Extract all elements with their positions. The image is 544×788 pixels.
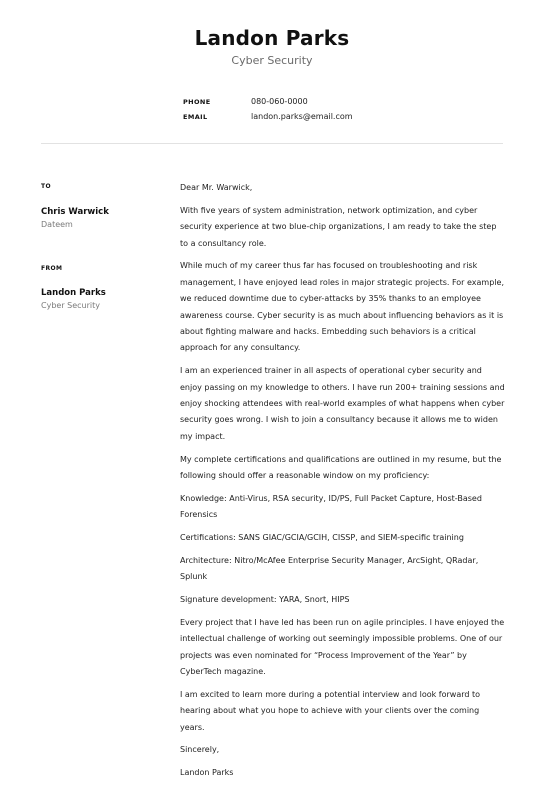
letter-body <box>180 180 506 788</box>
resume-header <box>0 26 544 67</box>
letter-paragraph: With five years of system administration, network optimization, and cyber security experience at two blue-chip organizations, I am ready to take the step to a consultancy role. <box>180 205 497 248</box>
sender-name: Landon Parks <box>41 288 106 298</box>
header-divider <box>41 143 503 144</box>
applicant-title: Cyber Security <box>231 54 313 67</box>
contact-info <box>183 94 353 124</box>
skills-line: Signature development: YARA, Snort, HIPS <box>180 595 350 605</box>
sender-block <box>41 265 151 310</box>
applicant-name: Landon Parks <box>194 26 350 50</box>
letter-greeting: Dear Mr. Warwick, <box>180 183 253 192</box>
email-row <box>183 109 353 124</box>
letter-closing: Sincerely, <box>180 745 220 755</box>
letter-paragraph: I am excited to learn more during a potential interview and look forward to hearing about what you hope to achieve with your clients over the coming years. <box>180 689 481 732</box>
skills-line: Knowledge: Anti-Virus, RSA security, ID/PS, Full Packet Capture, Host-Based Forensics <box>180 493 482 520</box>
phone-row <box>183 94 353 109</box>
recipient-name: Chris Warwick <box>41 207 109 217</box>
email-label: EMAIL <box>183 112 208 121</box>
from-label: FROM <box>41 265 63 272</box>
letter-paragraph: While much of my career thus far has focused on troubleshooting and risk management, I have enjoyed lead roles in major strategic projects. For example, we reduced downtime due to cyber-attacks by 35% thanks to an employee awareness course. Cyber security is as much about influencing behaviors as it is about fighting malware and hacks. Embedding such behaviors is a critical approach for any consultancy. <box>180 261 504 353</box>
to-label: TO <box>41 183 51 190</box>
sender-title: Cyber Security <box>41 301 101 310</box>
letter-paragraph: I am an experienced trainer in all aspects of operational cyber security and enjoy passing on my knowledge to others. I have run 200+ training sessions and enjoy shocking attendees with real-world examples of what happens when cyber security goes wrong. I wish to join a consultancy because it allows me to widen my impact. <box>180 366 505 441</box>
recipient-company: Dateem <box>41 220 73 229</box>
phone-label: PHONE <box>183 97 211 106</box>
skills-line: Architecture: Nitro/McAfee Enterprise Security Manager, ArcSight, QRadar, Splunk <box>180 555 479 582</box>
letter-signature: Landon Parks <box>180 768 234 778</box>
recipient-block <box>41 183 151 229</box>
phone-value: 080-060-0000 <box>251 97 308 106</box>
letter-paragraph: My complete certifications and qualifications are outlined in my resume, but the following should offer a reasonable window on my proficiency: <box>180 454 502 481</box>
letter-paragraph: Every project that I have led has been run on agile principles. I have enjoyed the intellectual challenge of working out seemingly impossible problems. One of our projects was even nominated for “Process Improvement of the Year” by CyberTech magazine. <box>180 617 505 677</box>
email-value: landon.parks@email.com <box>251 112 353 121</box>
skills-line: Certifications: SANS GIAC/GCIA/GCIH, CISSP, and SIEM-specific training <box>180 533 464 543</box>
